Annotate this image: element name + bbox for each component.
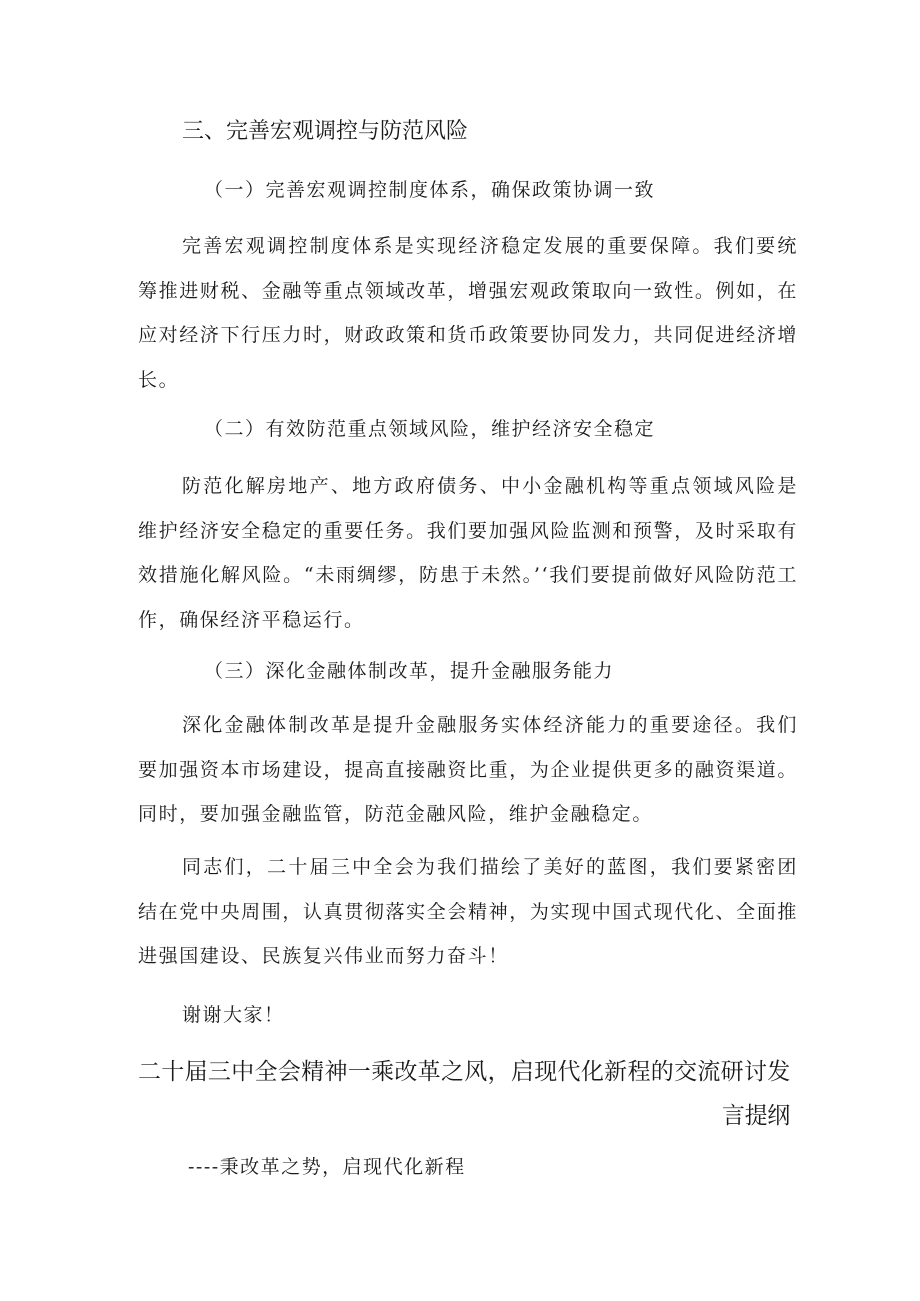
subsection-heading-1: （一）完善宏观调控制度体系，确保政策协调一致 [204, 179, 656, 201]
thanks-line: 谢谢大家！ [182, 1004, 285, 1026]
closing-paragraph: 同志们，二十届三中全会为我们描绘了美好的蓝图，我们要紧密团结在党中央周围，认真贯彻落实全会精神，为实现中国式现代化、全面推进强国建设、民族复兴伟业而努力奋斗！ [138, 856, 798, 967]
paragraph-3: 深化金融体制改革是提升金融服务实体经济能力的重要途径。我们要加强资本市场建设，提高直接融资比重，为企业提供更多的融资渠道。同时，要加强金融监管，防范金融风险，维护金融稳定。 [138, 714, 798, 825]
article-subtitle: ----秉改革之势，启现代化新程 [188, 1156, 466, 1178]
article-title: 二十届三中全会精神一乘改革之风，启现代化新程的交流研讨发言提纲 [138, 1059, 790, 1129]
section-heading: 三、完善宏观调控与防范风险 [182, 119, 469, 144]
subsection-heading-2: （二）有效防范重点领域风险，维护经济安全稳定 [204, 418, 656, 440]
paragraph-2: 防范化解房地产、地方政府债务、中小金融机构等重点领域风险是维护经济安全稳定的重要任务。我们要加强风险监测和预警，及时采取有效措施化解风险。“未雨绸缪，防患于未然。’‘我们要提前做好风险防范工作，确保经济平稳运行。 [138, 475, 798, 631]
paragraph-1: 完善宏观调控制度体系是实现经济稳定发展的重要保障。我们要统筹推进财税、金融等重点领域改革，增强宏观政策取向一致性。例如，在应对经济下行压力时，财政政策和货币政策要协同发力，共同促进经济增长。 [138, 235, 798, 391]
subsection-heading-3: （三）深化金融体制改革，提升金融服务能力 [204, 660, 615, 682]
